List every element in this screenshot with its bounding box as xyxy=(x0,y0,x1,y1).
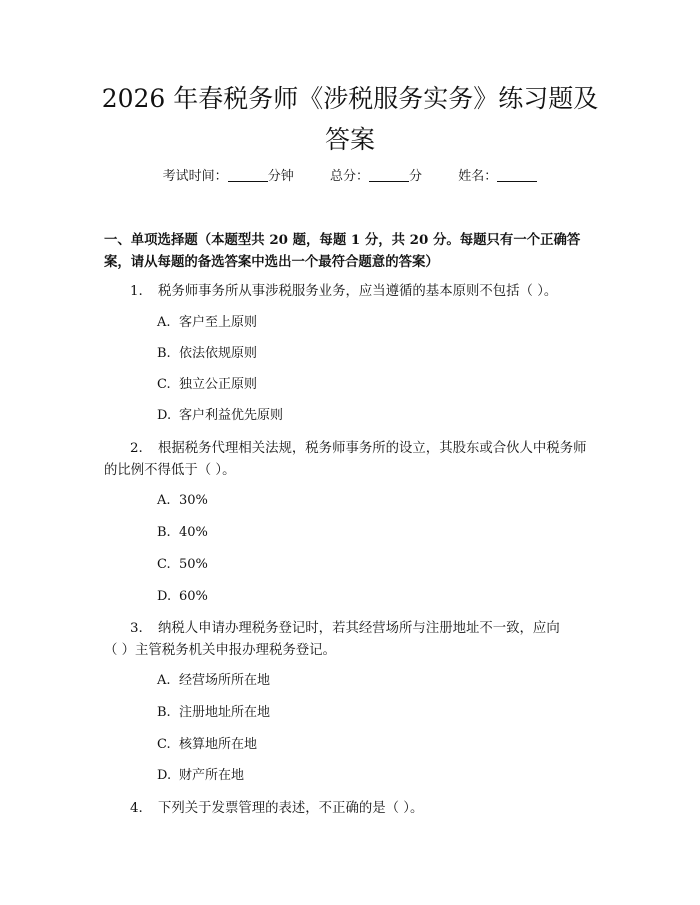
question-1 xyxy=(104,281,604,303)
section-heading-line-1: 一、单项选择题（本题型共 20 题，每题 1 分，共 20 分。每题只有一个正确答 xyxy=(104,232,581,248)
question-text: 下列关于发票管理的表述，不正确的是（ ）。 xyxy=(158,801,424,816)
question-number: 2. xyxy=(130,441,143,456)
score-blank[interactable] xyxy=(369,168,409,182)
option-2d[interactable]: D. 60% xyxy=(157,589,208,604)
document-title-line-2: 答案 xyxy=(324,125,375,154)
question-number: 1. xyxy=(130,284,143,299)
option-3b[interactable]: B. 注册地址所在地 xyxy=(157,705,271,720)
question-number: 4. xyxy=(130,801,143,816)
question-text: 税务师事务所从事涉税服务业务，应当遵循的基本原则不包括（ ）。 xyxy=(158,284,558,299)
name-label: 姓名： xyxy=(458,169,498,184)
document-title-line-1: 2026 年春税务师《涉税服务实务》练习题及 xyxy=(101,84,599,113)
option-1d[interactable]: D. 客户利益优先原则 xyxy=(157,408,284,423)
question-3-continued: （ ）主管税务机关申报办理税务登记。 xyxy=(104,643,336,658)
option-2b[interactable]: B. 40% xyxy=(157,525,208,540)
option-3d[interactable]: D. 财产所在地 xyxy=(157,768,245,783)
question-2-continued: 的比例不得低于（ ）。 xyxy=(104,463,236,478)
time-unit: 分钟 xyxy=(267,169,294,184)
option-3c[interactable]: C. 核算地所在地 xyxy=(157,737,258,752)
score-unit: 分 xyxy=(409,169,423,184)
question-text: 纳税人申请办理税务登记时，若其经营场所与注册地址不一致，应向 xyxy=(158,621,560,636)
score-label: 总分： xyxy=(329,169,369,184)
name-blank[interactable] xyxy=(497,168,537,182)
option-2a[interactable]: A. 30% xyxy=(157,493,208,508)
time-label: 考试时间： xyxy=(162,169,228,184)
option-3a[interactable]: A. 经营场所所在地 xyxy=(157,673,271,688)
option-1c[interactable]: C. 独立公正原则 xyxy=(157,377,258,392)
question-number: 3. xyxy=(130,621,143,636)
option-2c[interactable]: C. 50% xyxy=(157,557,208,572)
question-4 xyxy=(104,798,604,820)
time-blank[interactable] xyxy=(228,168,268,182)
question-text: 根据税务代理相关法规，税务师事务所的设立，其股东或合伙人中税务师 xyxy=(158,441,587,456)
section-heading-line-2: 案，请从每题的备选答案中选出一个最符合题意的答案） xyxy=(104,254,439,270)
question-3 xyxy=(104,618,604,640)
question-2 xyxy=(104,438,604,460)
exam-meta xyxy=(0,167,700,187)
option-1a[interactable]: A. 客户至上原则 xyxy=(157,315,258,330)
option-1b[interactable]: B. 依法依规原则 xyxy=(157,346,258,361)
